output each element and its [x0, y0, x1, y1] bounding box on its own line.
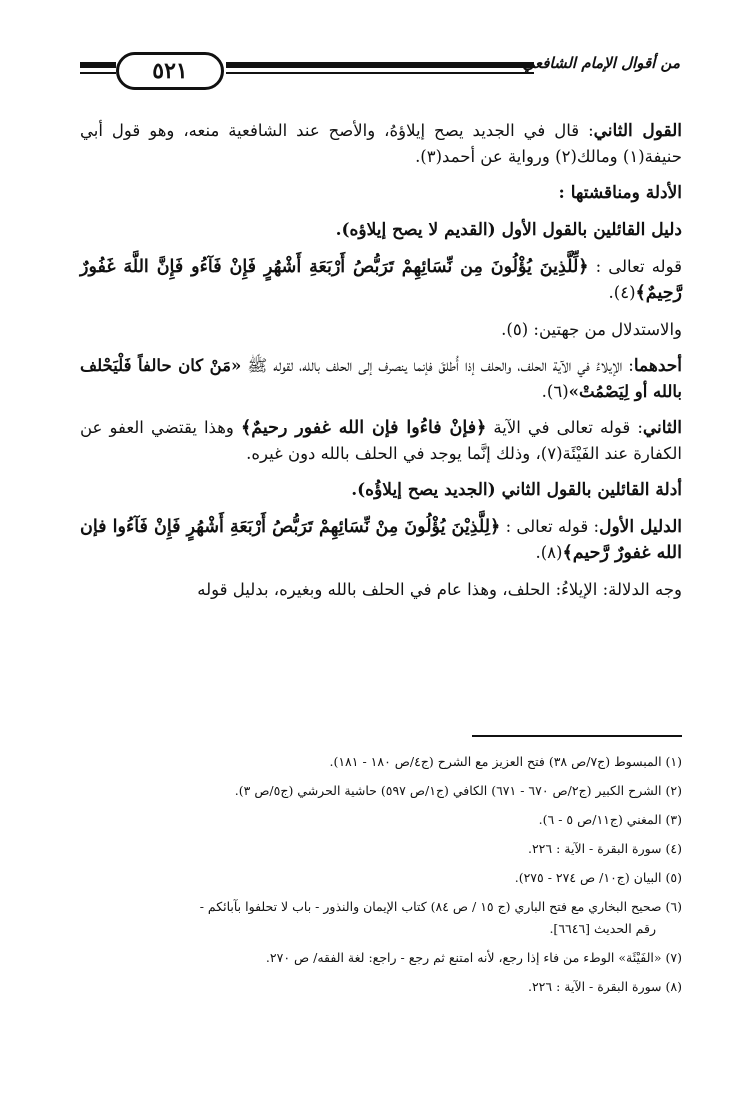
first-proof-intro: : قوله تعالى : [505, 517, 600, 536]
hadith-text: «مَنْ كان حالفاً فَلْيَحْلف بالله أو لِيَصْمُتْ» [80, 356, 682, 401]
footnote-5: (٥) البيان (ج١٠/ ص ٢٧٤ - ٢٧٥). [514, 870, 682, 885]
verse-2: ﴿فإنْ فاءُوا فإن الله غفور رحيمٌ﴾ [240, 418, 487, 438]
paragraph-aspect-two [80, 415, 682, 466]
heading-evidence [80, 180, 682, 206]
verse-1-ref: (٤). [608, 283, 636, 302]
footnote-8: (٨) سورة البقرة - الآية : ٢٢٦. [527, 979, 682, 994]
aspect-one-text: : الإيلاءُ في الآية الحلف، والحلف إذا أُطلقَ فإنما ينصرف إلى الحلف بالله، لقوله ﷺ [247, 356, 634, 375]
footnote-2: (٢) الشرح الكبير (ج٢/ص ٦٧٠ - ٦٧١) الكافي (ج١/ص ٥٩٧) حاشية الحرشي (ج٥/ص ٣). [234, 783, 682, 798]
hadith-ref: (٦). [541, 382, 569, 401]
heading-first-view-evidence [80, 217, 682, 243]
heading-evidence-text: الأدلة ومناقشتها : [558, 183, 682, 203]
aspect-one-label: أحدهما [633, 356, 682, 376]
main-text [80, 118, 682, 613]
paragraph-aspect-one [80, 353, 682, 404]
paragraph-first-proof [80, 514, 682, 566]
footnote-3: (٣) المغني (ج١١/ص ٥ - ٦). [538, 812, 682, 827]
heading-first-view-text: دليل القائلين بالقول الأول (القديم لا يصح إيلاؤه). [335, 220, 682, 240]
footnote-4: (٤) سورة البقرة - الآية : ٢٢٦. [527, 841, 682, 856]
verse-3: ﴿لِلَّذِيْنَ يُؤْلُونَ مِنْ نِّسَائِهِمْ تَرَبُّصُ أَرْبَعَةِ أَشْهُرٍ فَإِنْ فَآءُوا فإن الله غفورٌ رَّحيم﴾ [80, 517, 682, 563]
first-proof-label: الدليل الأول [599, 517, 683, 537]
header-title: من أقوال الإمام الشافعي [522, 54, 680, 72]
header-rule-thick-left [226, 62, 534, 68]
text-second-view: : قال في الجديد يصح إيلاؤهُ، والأصح عند الشافعية منعه، وهو قول أبي حنيفة(١) ومالك(٢) ورواية عن أحمد(٣). [80, 121, 682, 166]
verse-3-ref: (٨). [535, 543, 563, 562]
footnote-1: (١) المبسوط (ج٧/ص ٣٨) فتح العزيز مع الشرح (ج٤/ص ١٨٠ - ١٨١). [329, 754, 682, 769]
paragraph-second-view [80, 118, 682, 169]
footnote-separator [472, 735, 682, 737]
paragraph-verse-1 [80, 254, 682, 306]
aspect-two-text-b: وهذا يقتضي العفو عن الكفارة عند الفَيْئَة(٧)، وذلك إنَّما يوجد في الحلف بالله دون غيره. [80, 418, 682, 463]
two-aspects-text: والاستدلال من جهتين: (٥). [501, 320, 682, 339]
paragraph-two-aspects [80, 317, 682, 342]
inference-text: وجه الدلالة: الإيلاءُ: الحلف، وهذا عام في الحلف بالله وبغيره، بدليل قوله [197, 580, 682, 599]
footnote-6-continued: رقم الحديث [٦٦٤٦]. [549, 921, 656, 936]
aspect-two-label: الثاني [642, 418, 683, 438]
header-rule-thin-left [226, 72, 534, 74]
running-header [80, 52, 680, 96]
page-number: ٥٢١ [116, 52, 224, 90]
footnotes [70, 752, 682, 1006]
header-rule-thick-edge [80, 62, 116, 68]
label-second-view: القول الثاني [593, 121, 682, 141]
aspect-two-text-a: : قوله تعالى في الآية [493, 418, 643, 437]
footnote-7: (٧) «الفَيْئَة» الوطء من فاء إذا رجع، لأنه امتنع ثم رجع - راجع: لغة الفقه/ ص ٢٧٠. [265, 950, 682, 965]
verse-1-intro: قوله تعالى : [595, 257, 682, 276]
verse-1: ﴿لِّلَّذِينَ يُؤْلُونَ مِن نِّسَائِهِمْ تَرَبُّصُ أَرْبَعَةِ أَشْهُرٍ فَإِنْ فَآءُو فَإِنَّ اللَّهَ غَفُورٌ رَّحِيمٌ﴾ [80, 257, 682, 303]
header-rule-thin-edge [80, 72, 116, 74]
heading-second-view-evidence [80, 477, 682, 503]
heading-second-view-text: أدلة القائلين بالقول الثاني (الجديد يصح إيلاؤُه). [351, 480, 682, 500]
footnote-6: (٦) صحيح البخاري مع فتح الباري (ج ١٥ / ص ٨٤) كتاب الإيمان والنذور - باب لا تحلفوا بآبائكم - [199, 899, 682, 914]
paragraph-inference [80, 577, 682, 602]
